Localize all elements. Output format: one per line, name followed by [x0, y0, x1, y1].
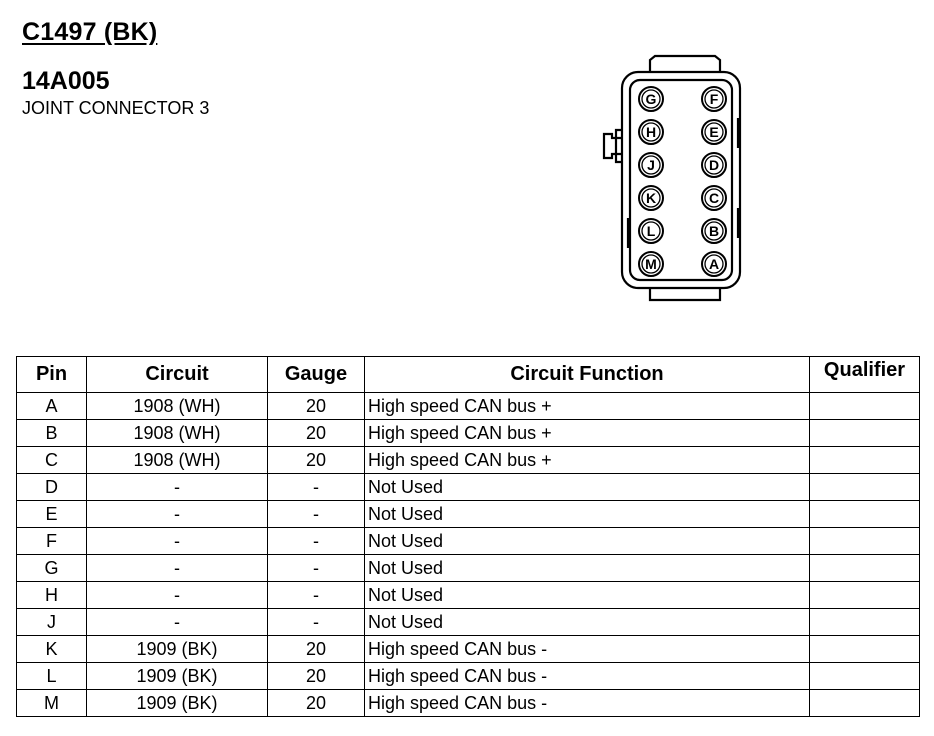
- cell-circuit: 1909 (BK): [87, 690, 268, 717]
- cell-qualifier: [810, 555, 920, 582]
- col-header-circuit: Circuit: [87, 357, 268, 393]
- cell-pin: F: [17, 528, 87, 555]
- pin-label-g: G: [645, 91, 657, 107]
- cell-gauge: 20: [268, 420, 365, 447]
- cell-function: High speed CAN bus -: [365, 636, 810, 663]
- cell-circuit: 1908 (WH): [87, 393, 268, 420]
- cell-gauge: -: [268, 528, 365, 555]
- pin-table: [16, 356, 920, 717]
- cell-circuit: -: [87, 582, 268, 609]
- col-header-pin: Pin: [17, 357, 87, 393]
- cell-qualifier: [810, 393, 920, 420]
- table-row: [17, 690, 920, 717]
- pin-label-b: B: [708, 223, 720, 239]
- pin-label-m: M: [645, 256, 657, 272]
- cell-qualifier: [810, 636, 920, 663]
- pin-label-c: C: [708, 190, 720, 206]
- pin-label-l: L: [646, 223, 656, 239]
- table-row: [17, 393, 920, 420]
- cell-circuit: -: [87, 474, 268, 501]
- table-row: [17, 555, 920, 582]
- cell-qualifier: [810, 474, 920, 501]
- table-row: [17, 447, 920, 474]
- cell-function: High speed CAN bus -: [365, 690, 810, 717]
- pin-label-k: K: [645, 190, 657, 206]
- cell-pin: L: [17, 663, 87, 690]
- table-row: [17, 501, 920, 528]
- cell-circuit: -: [87, 555, 268, 582]
- cell-qualifier: [810, 447, 920, 474]
- cell-circuit: -: [87, 609, 268, 636]
- cell-pin: A: [17, 393, 87, 420]
- cell-circuit: -: [87, 528, 268, 555]
- cell-qualifier: [810, 609, 920, 636]
- cell-qualifier: [810, 582, 920, 609]
- pin-label-a: A: [708, 256, 720, 272]
- cell-pin: C: [17, 447, 87, 474]
- cell-pin: D: [17, 474, 87, 501]
- cell-gauge: 20: [268, 447, 365, 474]
- table-row: [17, 636, 920, 663]
- cell-gauge: 20: [268, 393, 365, 420]
- cell-pin: H: [17, 582, 87, 609]
- table-row: [17, 420, 920, 447]
- cell-function: Not Used: [365, 501, 810, 528]
- cell-circuit: 1909 (BK): [87, 636, 268, 663]
- cell-gauge: -: [268, 501, 365, 528]
- cell-circuit: 1908 (WH): [87, 420, 268, 447]
- connector-title: C1497 (BK): [22, 18, 158, 46]
- cell-qualifier: [810, 528, 920, 555]
- pin-label-d: D: [708, 157, 720, 173]
- col-header-gauge: Gauge: [268, 357, 365, 393]
- table-row: [17, 609, 920, 636]
- cell-function: High speed CAN bus -: [365, 663, 810, 690]
- cell-function: High speed CAN bus +: [365, 393, 810, 420]
- cell-qualifier: [810, 420, 920, 447]
- cell-gauge: -: [268, 474, 365, 501]
- cell-circuit: 1909 (BK): [87, 663, 268, 690]
- cell-pin: K: [17, 636, 87, 663]
- table-row: [17, 474, 920, 501]
- pin-label-e: E: [709, 124, 719, 140]
- pin-cavities-right: [702, 87, 726, 276]
- cell-gauge: -: [268, 555, 365, 582]
- pin-cavities-left: [639, 87, 663, 276]
- cell-function: High speed CAN bus +: [365, 447, 810, 474]
- cell-function: Not Used: [365, 555, 810, 582]
- cell-function: Not Used: [365, 528, 810, 555]
- cell-pin: M: [17, 690, 87, 717]
- table-header-row: [17, 357, 920, 393]
- part-number: 14A005: [22, 67, 110, 95]
- table-row: [17, 528, 920, 555]
- cell-circuit: -: [87, 501, 268, 528]
- table-row: [17, 663, 920, 690]
- cell-pin: E: [17, 501, 87, 528]
- cell-function: High speed CAN bus +: [365, 420, 810, 447]
- cell-function: Not Used: [365, 474, 810, 501]
- cell-gauge: -: [268, 609, 365, 636]
- cell-qualifier: [810, 690, 920, 717]
- cell-pin: J: [17, 609, 87, 636]
- pin-label-j: J: [647, 157, 655, 173]
- cell-function: Not Used: [365, 609, 810, 636]
- connector-face-diagram: [580, 48, 750, 310]
- cell-gauge: -: [268, 582, 365, 609]
- cell-pin: B: [17, 420, 87, 447]
- col-header-qualifier: Qualifier: [810, 357, 920, 393]
- col-header-function: Circuit Function: [365, 357, 810, 393]
- table-row: [17, 582, 920, 609]
- connector-description: JOINT CONNECTOR 3: [22, 98, 210, 118]
- pin-label-h: H: [645, 124, 657, 140]
- cell-qualifier: [810, 501, 920, 528]
- cell-gauge: 20: [268, 690, 365, 717]
- cell-circuit: 1908 (WH): [87, 447, 268, 474]
- cell-function: Not Used: [365, 582, 810, 609]
- cell-pin: G: [17, 555, 87, 582]
- cell-qualifier: [810, 663, 920, 690]
- pin-label-f: F: [709, 91, 719, 107]
- cell-gauge: 20: [268, 636, 365, 663]
- cell-gauge: 20: [268, 663, 365, 690]
